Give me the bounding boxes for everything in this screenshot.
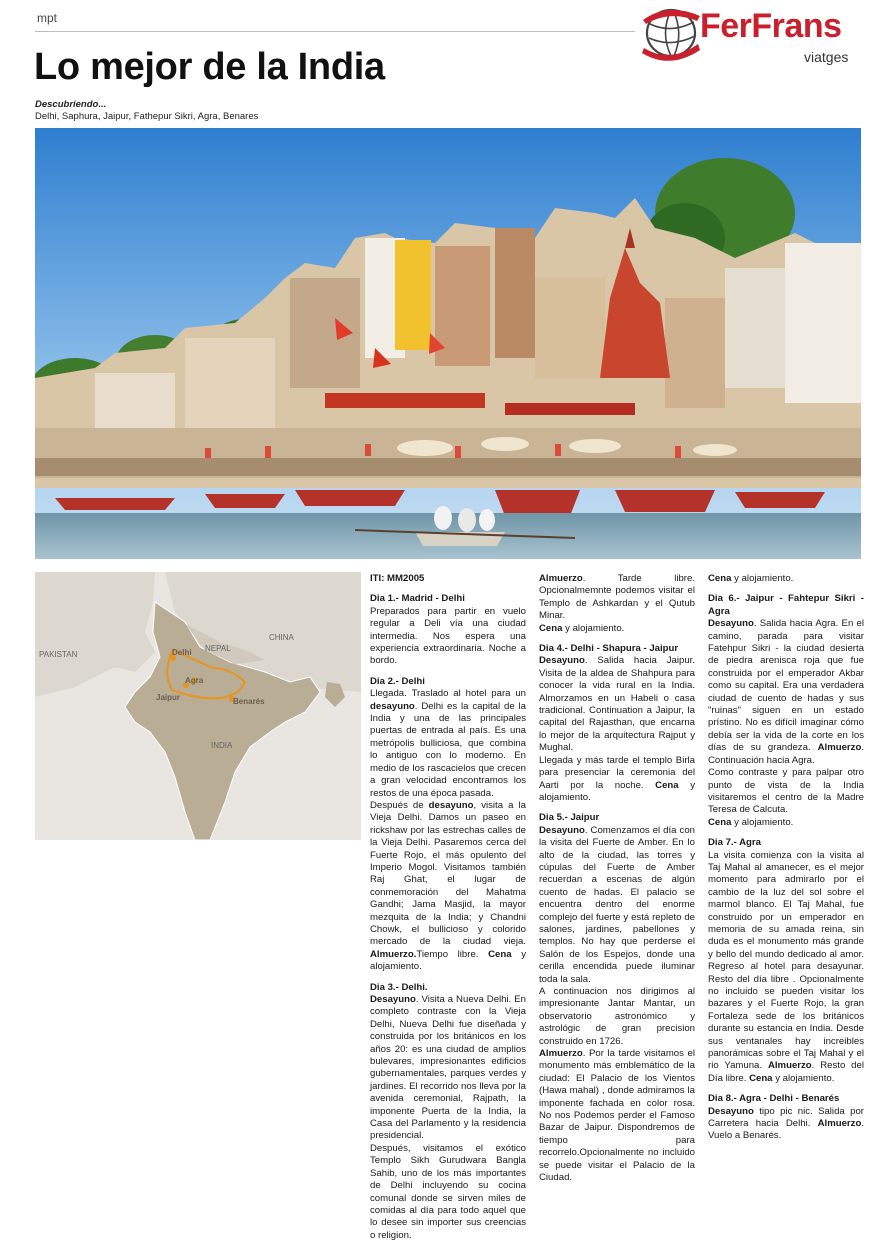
map-city-jaipur: Jaipur xyxy=(156,693,181,702)
map-city-agra: Agra xyxy=(185,676,204,685)
varanasi-ghats-illustration xyxy=(35,128,861,559)
route-map xyxy=(35,572,361,840)
day-5-title: Dia 5.- Jaipur xyxy=(539,812,600,824)
day-5-text-b: A continuacion nos dirigimos al impresionante Jantar Mantar, un observatorio astronómico y astrológic de gran precision construido en 1726. xyxy=(539,986,695,1047)
day-5-text-a: Desayuno. Comenzamos el día con la visita del Fuerte de Amber. En lo alto de la ciudad, las torres y cúpulas del Fuerte de Amber recuerdan a escenas de algún cuento de hadas. El palacio se encuentra dentro del enorme complejo del fuerte y está repleto de salones, jardines, pabellones y templos. No hay que perderse el Salón de los Espejos, donde una cerilla encendida puede iluminar toda la sala. xyxy=(539,824,695,985)
day-4-text-a: Desayuno. Salida hacia Jaipur. Visita de la aldea de Shahpura para conocer la vida rural en la India. Almorzamos en un Habeli o casa tradicional. Continuation a Jaipur, la capital del Rajasthan, que encarna lo mejor de la arquitectura Rajput y Mughal. xyxy=(539,655,695,754)
map-label-nepal: NEPAL xyxy=(205,644,231,653)
day-4-title: Dia 4.- Delhi - Shapura - Jaipur xyxy=(539,643,679,655)
day-7-text: La visita comienza con la visita al Taj Mahal al amanecer, es el mejor momento para admirarlo por el cambio de la luz del sol sobre el marmol blanco. El Taj Mahal, fue construido por un emperador en memoria de su amada reina, sin duda es el monumento más grande y bello del mundo dedicado al amor. Regreso al hotel para desayunar. Resto del día libre . Opcionalmente no incluido se pueden visitar los bazares y el Fuerte Rojo, la gran Fortaleza sede de los británicos durante su estancia en India. Desde sus ventanales hay increibles panorámicas sobre el Taj Mahal y el rio Yamuna. Almuerzo. Resto del Día libre. Cena y alojamiento. xyxy=(708,849,864,1084)
section-label: mpt xyxy=(37,11,58,25)
day-4-text-b: Llegada y más tarde el templo Birla para presenciar la ceremonia del Aarti por la noche. Cena y alojamiento. xyxy=(539,754,695,803)
itinerary-code: ITI: MM2005 xyxy=(370,573,425,584)
page-title: Lo mejor de la India xyxy=(34,46,385,88)
india-map xyxy=(35,572,361,840)
globe-icon xyxy=(640,4,702,64)
itinerary-column-1 xyxy=(370,573,526,1242)
day-3-text-c: Almuerzo. Tarde libre. Opcionalmemnte podemos visitar el Templo de Ashkardan y el Qutub Minar. xyxy=(539,573,695,622)
brand-logo xyxy=(640,4,865,70)
day-6-text-b: Como contraste y para palpar otro punto de vista de la India visitaremos el centro de la Madre Teresa de Calcuta. xyxy=(708,767,864,816)
day-2-text-a: Llegada. Traslado al hotel para un desayuno. Delhi es la capital de la India y una de las principales puertas de entrada al país. Es una metrópolis bulliciosa, que combina lo antiguo con lo moderno. En medio de los rascacielos que crecen a gran velocidad encontramos los restos de una época pasada. xyxy=(370,688,526,799)
header-rule xyxy=(35,31,635,32)
day-8-title: Dia 8.- Agra - Delhi - Benarés xyxy=(708,1093,840,1105)
map-city-benares: Benarés xyxy=(233,697,265,706)
hero-photo xyxy=(35,128,861,559)
day-3-title: Dia 3.- Delhi. xyxy=(370,981,428,993)
day-5-text-d: Cena y alojamiento. xyxy=(708,573,794,584)
kicker: Descubriendo... xyxy=(35,99,107,110)
brand-name: FerFrans xyxy=(700,7,842,45)
day-7-title: Dia 7.- Agra xyxy=(708,837,761,849)
day-2-title: Dia 2.- Delhi xyxy=(370,675,425,687)
itinerary-column-3 xyxy=(708,573,864,1143)
day-3-text-d: Cena y alojamiento. xyxy=(539,622,625,634)
day-5-text-c: Almuerzo. Por la tarde visitamos el monumento más emblemático de la ciudad: El Palacio de los Vientos (Hawa mahal) , donde admiramos la imponente fachada en color rosa. No nos Podemos perder el Famoso Bazar de Jaipur. Dispondremos de tiempo para recorrelo.Opcionalmente no incluido se puede visitar el Palacio de la Ciudad. xyxy=(539,1048,695,1184)
day-1-text: Preparados para partir en vuelo regular a Deli vía una ciudad intermedia. Nos espera una experiencia extraordinaria. Noche a bordo. xyxy=(370,605,526,667)
brand-subtitle: viatges xyxy=(804,49,849,65)
day-8-text: Desayuno tipo pic nic. Salida por Carretera hacia Delhi. Almuerzo. Vuelo a Benarés. xyxy=(708,1105,864,1142)
map-label-pakistan: PAKISTAN xyxy=(39,650,78,659)
day-6-text-c: Cena y alojamiento. xyxy=(708,816,794,828)
day-3-text-b: Después, visitamos el exótico Templo Sikh Gurudwara Bangla Sahib, uno de los más importantes de Delhi incluyendo su cocina comunal donde se sirven miles de comidas al día para todo aquel que lo desee sin importer sus creencias o religion. xyxy=(370,1142,526,1241)
map-label-china: CHINA xyxy=(269,633,294,642)
day-3-text-a: Desayuno. Visita a Nueva Delhi. En completo contraste con la Vieja Delhi, Nueva Delhi fue diseñada y construida por los británicos en los años 20: es una ciudad de amplios bulevares, impresionantes edificios gubernamentales, parques verdes y jardines. El recorrido nos lleva por la avenida ceremonial, Rajpath, la imponente Puerta de la India, la Casa del Parlamento y la residencia presidencial. xyxy=(370,994,526,1142)
map-label-india: INDIA xyxy=(211,741,233,750)
map-city-delhi: Delhi xyxy=(172,648,192,657)
day-6-title: Dia 6.- Jaipur - Fahtepur Sikri - Agra xyxy=(708,593,864,617)
day-2-text-b: Después de desayuno, visita a la Vieja Delhi. Damos un paseo en rickshaw por las estrechas calles de la Vieja Delhi. Pasaremos cerca del Fuerte Rojo, el más opulento del Imperio Mogol. Visitamos también Raj Ghat, el lugar de conmemoración del Mahatma Gandhi; Jama Masjid, la mayor mezquita de la India; y Chandni Chowk, el bullicioso y colorido mercado de la ciudad vieja. Almuerzo.Tiempo libre. Cena y alojamiento. xyxy=(370,799,526,973)
day-6-text-a: Desayuno. Salida hacia Agra. En el camino, parada para visitar Fatehpur Sikri - la ciudad desierta de piedra arenisca roja que fue construida por el emperador Akbar como su capital. Era una verdadera ciudad de cuento de hadas y sus "ruinas" siguen en un estado prístino. No es difícil imaginar cómo debía ser la vida de la corte en los días de su grandeza. Almuerzo. Continuación hacia Agra. xyxy=(708,618,864,766)
itinerary-column-2 xyxy=(539,573,695,1185)
day-1-title: Dia 1.- Madrid - Delhi xyxy=(370,593,465,605)
places-list: Delhi, Saphura, Jaipur, Fathepur Sikri, Agra, Benares xyxy=(35,111,259,122)
